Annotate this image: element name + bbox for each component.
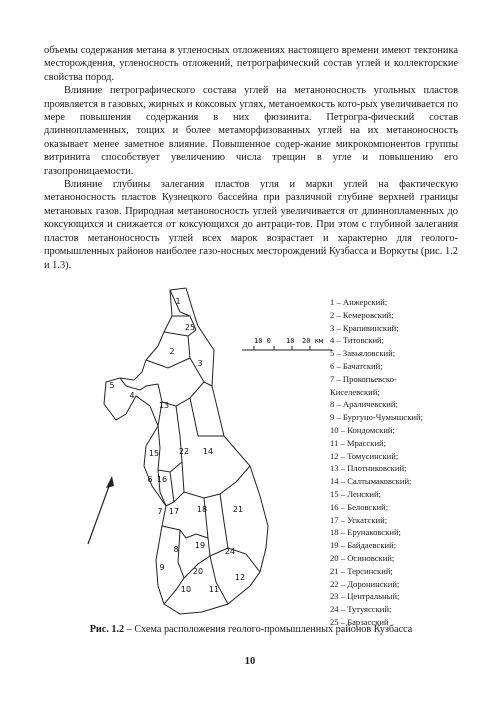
district-label: 19 — [194, 541, 206, 550]
map-scale-bar — [240, 334, 340, 358]
legend-item: 16 – Беловский; — [330, 501, 389, 512]
district-label: 15 — [148, 449, 160, 458]
district-label: 16 — [156, 475, 168, 484]
district-label: 25 — [184, 323, 196, 332]
scale-label-mid: 10 — [286, 337, 295, 345]
map-legend — [330, 296, 460, 629]
legend-item: 4 – Титовский; — [330, 335, 385, 346]
north-arrow-icon — [80, 470, 120, 550]
scale-label-end: 20 км — [302, 337, 324, 345]
legend-item: 13 – Плотниковский; — [330, 463, 407, 474]
body-text — [44, 44, 458, 272]
district-label: 4 — [129, 391, 135, 400]
district-label: 18 — [196, 505, 208, 514]
legend-item: 2 – Кемеровский; — [330, 309, 394, 320]
legend-item: 5 – Завьяловский; — [330, 348, 396, 359]
legend-item: 21 – Терсинский; — [330, 565, 393, 576]
district-label: 2 — [169, 347, 175, 356]
legend-item: 17 – Ускатский; — [330, 514, 388, 525]
legend-item: 3 – Крапивинский; — [330, 322, 399, 333]
scale-label-start: 10 0 — [254, 337, 271, 345]
district-label: 22 — [178, 447, 190, 456]
legend-item: 20 – Осиновский; — [330, 552, 395, 563]
legend-item: 7 – Прокопьевско- — [330, 373, 397, 384]
district-label: 14 — [202, 447, 214, 456]
legend-item: 25 – Барзасский — [330, 616, 389, 627]
district-label: 6 — [147, 475, 153, 484]
legend-item: Киселевский; — [330, 386, 380, 397]
district-label: 21 — [232, 505, 244, 514]
legend-item: 6 – Бачатский; — [330, 360, 383, 371]
page-number: 10 — [244, 656, 256, 667]
district-label: 20 — [192, 567, 204, 576]
legend-item: 24 – Тутуясский; — [330, 604, 392, 615]
legend-item: 14 – Салтымаковский; — [330, 476, 412, 487]
district-label: 10 — [180, 585, 192, 594]
legend-item: 8 – Араличевский; — [330, 399, 398, 410]
legend-item: 10 – Кондомский; — [330, 424, 395, 435]
legend-item: 15 – Ленский; — [330, 488, 381, 499]
paragraph-3: Влияние глубины залегания пластов угля и марки углей на фактическую метаноносность пластов Кузнецкого бассейна при различной глубине верхней границы метановых газов. Природная метаноносность углей увеличивается от длиннопламенных до коксующихся и снижается от коксующихся до антраци-тов. При этом с глубиной залегания пластов метаноносность углей всех марок возрастает и характерно для геолого-промышленных районов наиболее газо-носных месторождений Кузбасса и Воркуты (рис. 1.2 и 1.3). — [44, 179, 458, 271]
district-label: 17 — [168, 507, 180, 516]
legend-item: 1 – Анжерский; — [330, 297, 388, 307]
district-label: 24 — [224, 547, 236, 556]
legend-item: 23 – Центральный; — [330, 591, 400, 602]
district-label: 9 — [159, 563, 165, 572]
district-label: 3 — [197, 359, 203, 368]
district-label: 8 — [173, 545, 179, 554]
district-label: 7 — [157, 507, 163, 516]
figure-caption — [44, 624, 458, 635]
district-label: 11 — [208, 585, 220, 594]
paragraph-2: Влияние петрографического состава углей на метаноносность угольных пластов проявляется в газовых, жирных и коксовых углях, метаноемкость кото-рых увеличивается по мере повышения содержания в них фюзинита. Петрогра-фический состав длиннопламенных, тощих и более метаморфизованных углей на их метаноносность оказывает менее заметное влияние. Повышенное содер-жание микрокомпонентов группы витринита способствует увеличению числа трещин в угле и повышению его газопроницаемости. — [44, 85, 458, 177]
figure-caption-text: – Схема расположения геолого-промышленных районов Кузбасса — [124, 624, 413, 635]
legend-item: 18 – Ерунаковский; — [330, 527, 401, 538]
legend-item: 22 – Доронинский; — [330, 578, 400, 589]
legend-item: 11 – Мрасский; — [330, 437, 387, 448]
district-label: 1 — [175, 297, 181, 306]
district-label: 5 — [109, 381, 115, 390]
legend-item: 19 – Байдаевский; — [330, 540, 397, 551]
legend-item: 9 – Бургуно-Чумышский; — [330, 412, 423, 423]
legend-item: 12 – Томусинский; — [330, 450, 399, 461]
district-label: 13 — [158, 401, 170, 410]
district-label: 12 — [234, 573, 246, 582]
paragraph-1: объемы содержания метана в угленосных отложениях настоящего времени имеют тектоника месторождения, угленосность отложений, петрографический состав углей и коллекторские свойства пород. — [44, 45, 458, 83]
figure-caption-label: Рис. 1.2 — [89, 624, 125, 635]
